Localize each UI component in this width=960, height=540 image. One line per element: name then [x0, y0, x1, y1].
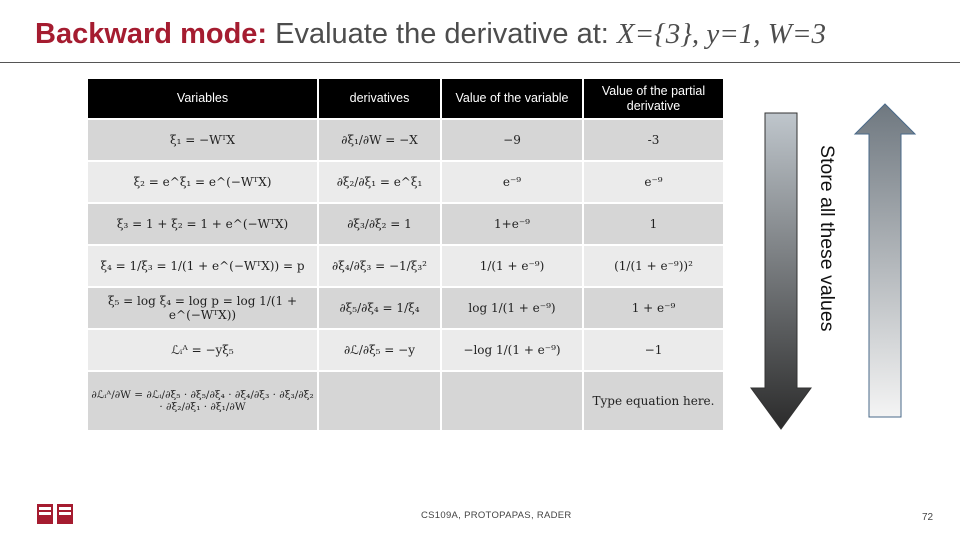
slide-title: [35, 18, 826, 51]
header-derivatives: derivatives: [319, 79, 440, 118]
cell-variable-3: ξ₃ = 1 + ξ₂ = 1 + e^(−WᵀX): [88, 204, 317, 244]
cell-derivative-7: [319, 372, 440, 430]
table-row: [88, 120, 723, 160]
derivative-table: [86, 77, 725, 432]
cell-variable-4: ξ₄ = 1/ξ₃ = 1/(1 + e^(−WᵀX)) = p: [88, 246, 317, 286]
cell-value-4: 1/(1 + e⁻⁹): [442, 246, 582, 286]
title-text: Evaluate the derivative at:: [267, 18, 617, 50]
cell-value-2: e⁻⁹: [442, 162, 582, 202]
header-value-variable: Value of the variable: [442, 79, 582, 118]
cell-value-7: [442, 372, 582, 430]
cell-value-5: log 1/(1 + e⁻⁹): [442, 288, 582, 328]
cell-value-6: −log 1/(1 + e⁻⁹): [442, 330, 582, 370]
cell-derivative-4: ∂ξ₄/∂ξ₃ = −1/ξ₃²: [319, 246, 440, 286]
cell-variable-7: ∂ℒᵢᴬ/∂W = ∂ℒᵢ/∂ξ₅ · ∂ξ₅/∂ξ₄ · ∂ξ₄/∂ξ₃ · ∂ξ₃/∂ξ₂ · ∂ξ₂/∂ξ₁ · ∂ξ₁/∂W: [88, 372, 317, 430]
harvard-shield-icon: [36, 503, 74, 525]
footer-course: CS109A, PROTOPAPAS, RADER: [421, 510, 572, 521]
cell-partial-3: 1: [584, 204, 723, 244]
table-header-row: [88, 79, 723, 118]
equation-placeholder[interactable]: Type equation here.: [584, 372, 723, 430]
header-variables: Variables: [88, 79, 317, 118]
cell-derivative-5: ∂ξ₅/∂ξ₄ = 1/ξ₄: [319, 288, 440, 328]
store-values-label: Store all these values: [816, 145, 838, 332]
up-arrow-icon: [852, 102, 918, 420]
table-row: [88, 288, 723, 328]
cell-derivative-6: ∂ℒ/∂ξ₅ = −y: [319, 330, 440, 370]
cell-derivative-3: ∂ξ₃/∂ξ₂ = 1: [319, 204, 440, 244]
cell-value-3: 1+e⁻⁹: [442, 204, 582, 244]
header-value-partial: Value of the partial derivative: [584, 79, 723, 118]
cell-derivative-1: ∂ξ₁/∂W = −X: [319, 120, 440, 160]
down-arrow-icon: [748, 110, 814, 432]
cell-value-1: −9: [442, 120, 582, 160]
title-divider: [0, 62, 960, 63]
cell-variable-6: ℒᵢᴬ = −yξ₅: [88, 330, 317, 370]
cell-partial-1: -3: [584, 120, 723, 160]
cell-partial-4: (1/(1 + e⁻⁹))²: [584, 246, 723, 286]
table-row: [88, 372, 723, 430]
cell-derivative-2: ∂ξ₂/∂ξ₁ = e^ξ₁: [319, 162, 440, 202]
cell-partial-5: 1 + e⁻⁹: [584, 288, 723, 328]
table-row: [88, 330, 723, 370]
title-keyword: Backward mode:: [35, 18, 268, 50]
title-values: X={3}, y=1, W=3: [616, 18, 827, 50]
cell-variable-2: ξ₂ = e^ξ₁ = e^(−WᵀX): [88, 162, 317, 202]
table-row: [88, 162, 723, 202]
cell-variable-5: ξ₅ = log ξ₄ = log p = log 1/(1 + e^(−WᵀX)): [88, 288, 317, 328]
cell-partial-2: e⁻⁹: [584, 162, 723, 202]
table-row: [88, 204, 723, 244]
page-number: 72: [922, 512, 934, 523]
cell-partial-6: −1: [584, 330, 723, 370]
table-row: [88, 246, 723, 286]
cell-variable-1: ξ₁ = −WᵀX: [88, 120, 317, 160]
